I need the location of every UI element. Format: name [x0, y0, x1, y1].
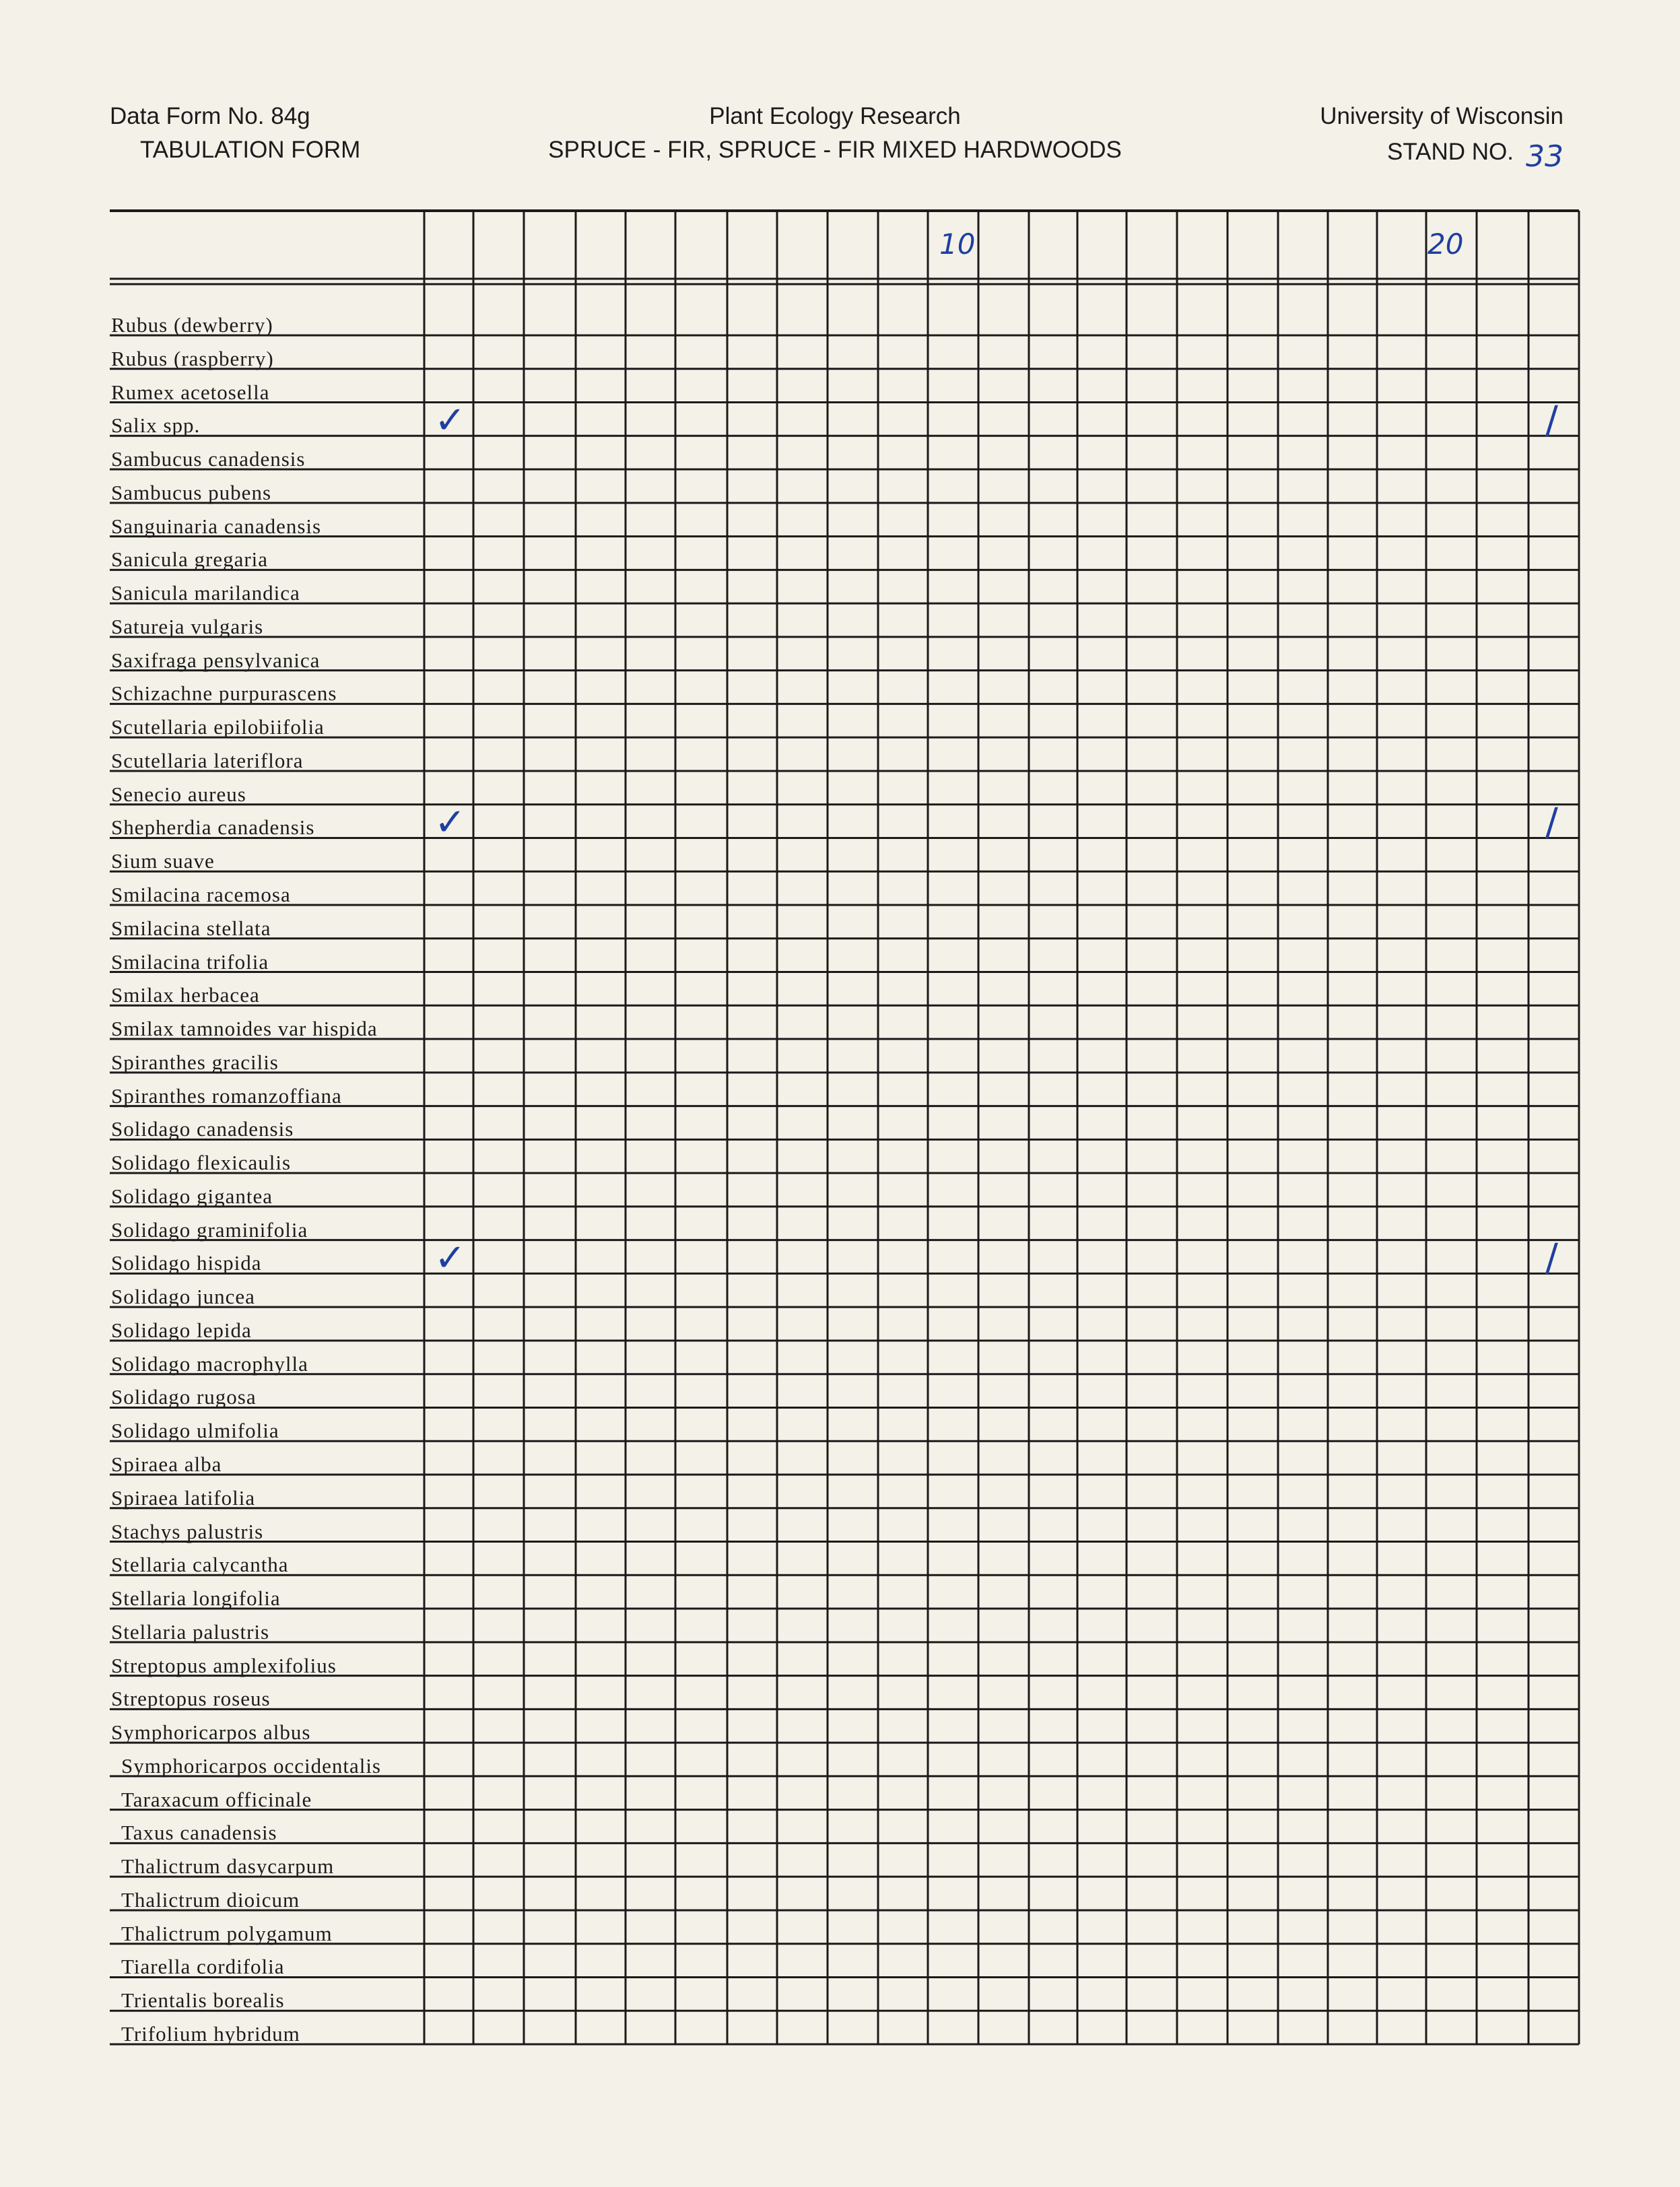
species-row: [121, 1956, 285, 1978]
species-row: [111, 482, 271, 504]
species-row: [111, 1018, 378, 1040]
species-row: [111, 1688, 271, 1710]
species-name: Thalictrum dioicum: [121, 1887, 300, 1912]
species-name: Scutellaria lateriflora: [111, 748, 304, 772]
species-name: Solidago flexicaulis: [111, 1151, 292, 1175]
total-tally: /: [1545, 801, 1558, 845]
form-name: TABULATION FORM: [140, 137, 361, 163]
species-row: [111, 817, 314, 838]
species-row: [121, 1990, 285, 2011]
species-name: Schizachne purpurascens: [111, 681, 337, 706]
species-row: [121, 1822, 277, 1844]
species-name: Taxus canadensis: [121, 1821, 277, 1845]
species-row: [111, 1554, 289, 1576]
species-name: Symphoricarpos albus: [111, 1720, 311, 1745]
check-mark: ✓: [434, 801, 466, 845]
species-row: [121, 1923, 333, 1945]
species-row: [111, 415, 200, 436]
species-name: Solidago rugosa: [111, 1385, 257, 1409]
species-name: Stellaria calycantha: [111, 1553, 289, 1577]
species-row: [111, 1588, 281, 1609]
species-name: Stellaria longifolia: [111, 1586, 281, 1611]
species-name: Taraxacum officinale: [121, 1787, 312, 1811]
column-number: 20: [1427, 228, 1464, 261]
university-name: University of Wisconsin: [1320, 103, 1564, 129]
column-number: 10: [939, 228, 976, 261]
species-name: Streptopus amplexifolius: [111, 1653, 337, 1677]
species-row: [111, 1320, 252, 1341]
species-name: Solidago juncea: [111, 1285, 255, 1309]
species-row: [111, 1118, 294, 1140]
species-row: [111, 448, 305, 470]
species-row: [111, 348, 274, 370]
species-name: Sambucus canadensis: [111, 447, 306, 471]
species-row: [111, 1722, 310, 1743]
species-name: Stachys palustris: [111, 1519, 264, 1543]
species-name: Spiraea alba: [111, 1452, 222, 1476]
species-name: Sanicula gregaria: [111, 547, 269, 572]
species-row: [111, 1353, 308, 1375]
species-name: Rubus (raspberry): [111, 346, 274, 370]
species-name: Streptopus roseus: [111, 1687, 271, 1711]
species-name: Smilacina trifolia: [111, 949, 269, 974]
species-row: [111, 716, 325, 738]
species-row: [111, 1454, 222, 1475]
species-name: Solidago macrophylla: [111, 1351, 308, 1376]
species-row: [111, 616, 263, 638]
species-name: Spiraea latifolia: [111, 1485, 256, 1510]
species-name: Solidago hispida: [111, 1251, 262, 1275]
species-row: [111, 1621, 269, 1643]
species-row: [111, 683, 337, 704]
species-name: Sanicula marilandica: [111, 581, 300, 605]
species-row: [111, 650, 320, 671]
species-row: [111, 951, 269, 973]
species-row: [111, 1186, 273, 1207]
species-row: [121, 1789, 312, 1811]
species-row: [111, 516, 321, 537]
species-row: [111, 1219, 308, 1241]
species-name: Tiarella cordifolia: [121, 1955, 285, 1979]
species-name: Smilacina racemosa: [111, 883, 291, 906]
species-name: Smilacina stellata: [111, 916, 271, 940]
species-name: Stellaria palustris: [111, 1619, 270, 1644]
form-subtitle: SPRUCE - FIR, SPRUCE - FIR MIXED HARDWOODS: [548, 137, 1122, 163]
species-row: [111, 784, 246, 805]
species-name: Trifolium hybridum: [121, 2022, 300, 2046]
species-name: Satureja vulgaris: [111, 614, 264, 638]
species-row: [111, 1487, 255, 1509]
species-row: [111, 984, 260, 1006]
stand-label: STAND NO.: [1387, 139, 1514, 165]
species-name: Trientalis borealis: [121, 1988, 285, 2013]
species-row: [111, 1655, 337, 1677]
form-number: Data Form No. 84g: [110, 103, 310, 129]
species-name: Salix spp.: [111, 413, 201, 438]
species-name: Symphoricarpos occidentalis: [121, 1753, 381, 1778]
species-row: [121, 1755, 381, 1777]
species-name: Thalictrum polygamum: [121, 1921, 333, 1945]
check-mark: ✓: [434, 1236, 466, 1281]
organization: Plant Ecology Research: [709, 103, 961, 129]
species-name: Thalictrum dasycarpum: [121, 1854, 335, 1879]
species-row: [111, 1521, 263, 1543]
species-row: [111, 314, 273, 336]
species-row: [111, 1286, 255, 1308]
species-name: Smilax herbacea: [111, 983, 260, 1007]
species-row: [111, 918, 271, 939]
species-name: Spiranthes romanzoffiana: [111, 1083, 342, 1108]
species-row: [111, 582, 300, 604]
total-tally: /: [1545, 1236, 1558, 1281]
species-name: Senecio aureus: [111, 782, 246, 806]
species-name: Sambucus pubens: [111, 480, 272, 504]
species-name: Solidago canadensis: [111, 1117, 294, 1141]
species-name: Rumex acetosella: [111, 380, 270, 404]
species-row: [111, 1252, 262, 1274]
species-row: [111, 1085, 342, 1107]
species-name: Saxifraga pensylvanica: [111, 648, 321, 672]
stand-number: 33: [1526, 139, 1564, 174]
species-name: Scutellaria epilobiifolia: [111, 715, 325, 739]
species-row: [111, 549, 268, 570]
check-mark: ✓: [434, 399, 466, 443]
species-name: Shepherdia canadensis: [111, 815, 315, 840]
species-row: [111, 850, 215, 872]
species-name: Spiranthes gracilis: [111, 1050, 279, 1074]
species-row: [111, 1420, 279, 1442]
species-row: [121, 1889, 300, 1911]
species-name: Smilax tamnoides var hispida: [111, 1017, 378, 1041]
species-name: Sium suave: [111, 849, 215, 873]
species-row: [111, 1052, 279, 1073]
species-row: [111, 1152, 291, 1174]
species-name: Solidago graminifolia: [111, 1217, 308, 1242]
species-row: [111, 382, 270, 403]
species-row: [121, 1856, 334, 1877]
species-name: Solidago gigantea: [111, 1184, 273, 1208]
species-name: Solidago lepida: [111, 1318, 252, 1342]
species-name: Solidago ulmifolia: [111, 1419, 279, 1443]
species-row: [111, 884, 291, 906]
species-name: Sanguinaria canadensis: [111, 514, 322, 538]
species-name: Rubus (dewberry): [111, 313, 273, 337]
species-row: [111, 750, 304, 772]
species-row: [111, 1386, 257, 1408]
species-row: [121, 2023, 300, 2045]
total-tally: /: [1545, 399, 1558, 443]
